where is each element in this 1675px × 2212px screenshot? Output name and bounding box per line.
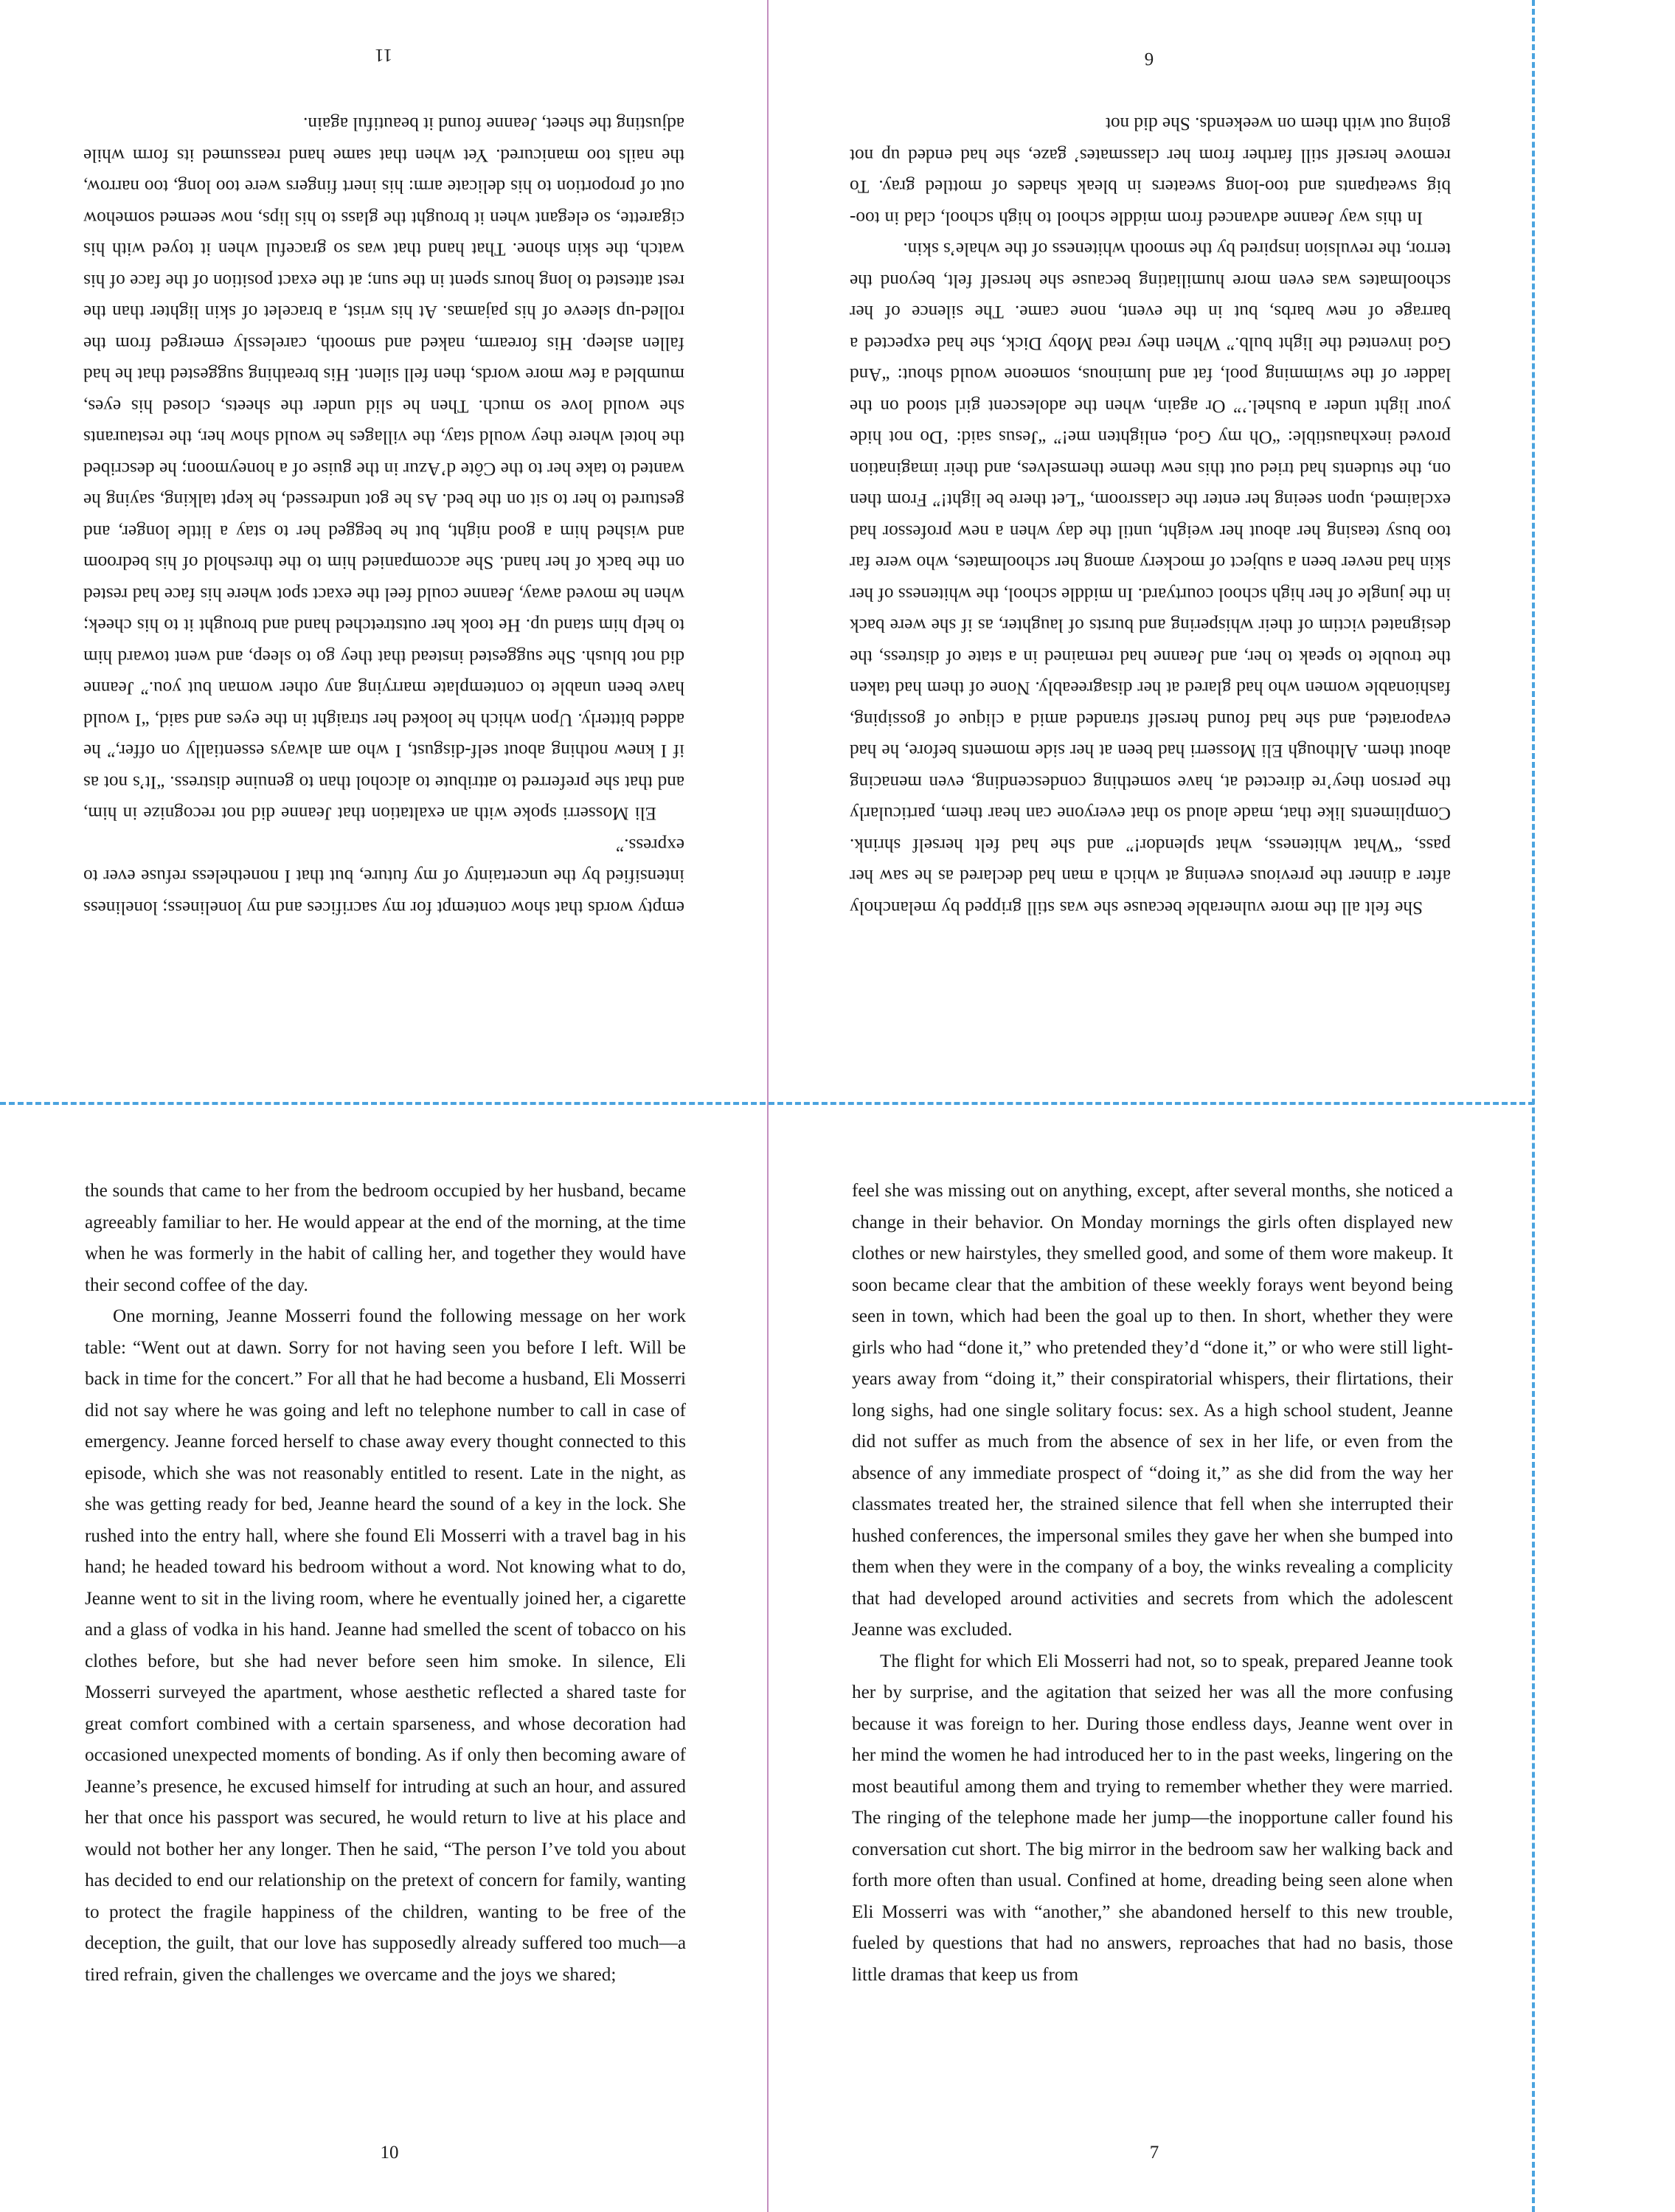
paragraph: Eli Mosserri spoke with an exaltation that Jeanne did not recognize in him, and that she preferred to attribute to alcohol than to genuine distress. “It’s not as if I knew nothing about self-disgust, I who am always essentially on offer,” he added bitterly. Upon which he looked her straight in the eyes and said, “I would have been unable to contemplate marrying any other woman but you.” Jeanne did not blush. She suggested instead that they go to sleep, and went toward him to help him stand up. He took her outstretched hand and brought it to his cheek; when he moved away, Jeanne could feel the exact spot where his face had rested on the back of her hand. She accompanied him to the threshold of his bedroom and wished him a good night, but he begged her to stay a little longer, and gestured to her to sit on the bed. As he got undressed, he kept talking, saying he wanted to take her to the Côte d’Azur in the guise of a honeymoon; he described the hotel where they would stay, the villages he would show her, the restaurants she would love so much. Then he slid under the sheets, closed his eyes, mumbled a few more words, then fell silent. His breathing suggested that he had fallen asleep. His forearm, naked and smooth, carelessly emerged from the rolled-up sleeve of his pajamas. At his wrist, a bracelet of skin lighter than the rest attested to long hours spent in the sun; at the exact position of the face of his watch, the skin shone. That hand that was so graceful when it toyed with his cigarette, so elegant when it brought the glass to his lips, now seemed somehow out of proportion to his delicate arm: his inert fingers were too long, too narrow, the nails too manicured. Yet when that same hand reassumed its form while adjusting the sheet, Jeanne found it beautiful again. — [83, 114, 684, 824]
paragraph: In this way Jeanne advanced from middle school to high school, clad in too-big sweatpants and too-long sweaters in bleak shades of mottled gray. To remove herself still farther from her classmates’ gaze, she had ended up not going out with them on weekends. She did not — [850, 114, 1451, 228]
cut-line-vertical — [1532, 0, 1535, 2212]
page-6-text — [850, 108, 1451, 923]
page-number: 10 — [380, 2143, 399, 2163]
page-number: 11 — [374, 45, 393, 65]
page-7-text — [852, 1176, 1453, 1991]
cut-line-horizontal — [0, 1102, 1534, 1105]
paragraph: One morning, Jeanne Mosserri found the following message on her work table: “Went out at dawn. Sorry for not having seen you before I left. Will be back in time for the concert.” For all that he had become a husband, Eli Mosserri did not say where he was going and left no telephone number to call in case of emergency. Jeanne forced herself to chase away every thought connected to this episode, which she was not reasonably entitled to resent. Late in the night, as she was getting ready for bed, Jeanne heard the sound of a key in the lock. She rushed into the entry hall, where she found Eli Mosserri with a travel bag in his hand; he headed toward his bedroom without a word. Not knowing what to do, Jeanne went to sit in the living room, where he eventually joined her, a cigarette and a glass of vodka in his hand. Jeanne had smelled the scent of tobacco on his clothes before, but she had never before seen him smoke. In silence, Eli Mosserri surveyed the apartment, whose aesthetic reflected a shared taste for great comfort combined with a certain sparseness, and whose decoration had occasioned unexpected moments of bonding. As if only then becoming aware of Jeanne’s presence, he excused himself for intruding at such an hour, and assured her that once his passport was secured, he would return to live at his place and would not bother her any longer. Then he said, “The person I’ve told you about has decided to end our relationship on the pretext of concern for family, wanting to protect the fragile happiness of the children, wanting to be free of the deception, the guilt, that our love has supposedly already suffered too much—a tired refrain, given the challenges we overcame and the joys we shared; — [85, 1306, 686, 1985]
paragraph: the sounds that came to her from the bedroom occupied by her husband, became agreeably familiar to her. He would appear at the end of the morning, at the time when he was formerly in the habit of calling her, and together they would have their second coffee of the day. — [85, 1181, 686, 1295]
paragraph: The flight for which Eli Mosserri had not, so to speak, prepared Jeanne took her by surprise, and the agitation that seized her was all the more confusing because it was foreign to her. During those endless days, Jeanne went over in her mind the women he had introduced her to in the past weeks, lingering on the most beautiful among them and trying to remember whether they were married. The ringing of the telephone made her jump—the inopportune caller found his conversation cut short. The big mirror in the bedroom saw her walking back and forth more often than usual. Confined at home, dreading being seen alone when Eli Mosserri was with “another,” she abandoned herself to this new trouble, fueled by questions that had no answers, reproaches that had no basis, those little dramas that keep us from — [852, 1651, 1453, 1985]
paragraph: feel she was missing out on anything, except, after several months, she noticed a change in their behavior. On Monday mornings the girls often displayed new clothes or new hairstyles, they smelled good, and some of them wore makeup. It soon became clear that the ambition of these weekly forays went beyond being seen in town, which had been the goal up to then. In short, whether they were girls who had “done it,” who pretended they’d “done it,” or who were still light-years away from “doing it,” their conspiratorial whispers, their flirtations, their long sighs, had one single solitary focus: sex. As a high school student, Jeanne did not suffer as much from the absence of sex in her life, or even from the absence of any immediate prospect of “doing it,” as she did from the way her classmates treated her, the strained silence that fell when she interrupted their hushed conferences, the impersonal smiles they gave her when she bumped into them when they were in the company of a boy, the winks revealing a complicity that had developed around activities and secrets from which the adolescent Jeanne was excluded. — [852, 1181, 1453, 1640]
page-11-text — [83, 108, 684, 923]
fold-line-vertical — [767, 0, 769, 2212]
page-number: 7 — [1149, 2143, 1159, 2163]
page-number: 6 — [1144, 49, 1154, 69]
paragraph: She felt all the more vulnerable because she was still gripped by melancholy after a dinner the previous evening at which a man had declared as he saw her pass, “What whiteness, what splendor!” and she had felt herself shrink. Compliments like that, made aloud so that everyone can hear them, particularly the person they’re directed at, have something condescending, even menacing about them. Although Eli Mosserri had been at her side moments before, he had evaporated, and she had found herself stranded amid a clique of gossiping, fashionable women who had glared at her disagreeably. None of them had taken the trouble to speak to her, and Jeanne had remained in a state of distress, the designated victim of their whispering and bursts of laughter, as if she were back in the jungle of her high school courtyard. In middle school, the whiteness of her skin had never been a subject of mockery among her schoolmates, who were far too busy teasing her about her weight, until the day when a new professor had exclaimed, upon seeing her enter the classroom, “Let there be light!” From then on, the students had tried out this new theme themselves, and their imagination proved inexhaustible: “Oh my God, enlighten me!” “Jesus said: ‘Do not hide your light under a bushel.’” Or again, when the adolescent girl stood on the ladder of the swimming pool, fat and luminous, someone would shout: “And God invented the light bulb.” When they read Moby Dick, she had expected a barrage of new barbs, but in the event, none came. The silence of her schoolmates was even more humiliating because she herself felt, beyond the terror, the revulsion inspired by the smooth whiteness of the whale’s skin. — [850, 239, 1451, 918]
paragraph: empty words that show contempt for my sacrifices and my loneliness; loneliness intensified by the uncertainty of my future, but that I nonetheless refuse ever to express.” — [83, 835, 684, 918]
page-10-text — [85, 1176, 686, 1991]
